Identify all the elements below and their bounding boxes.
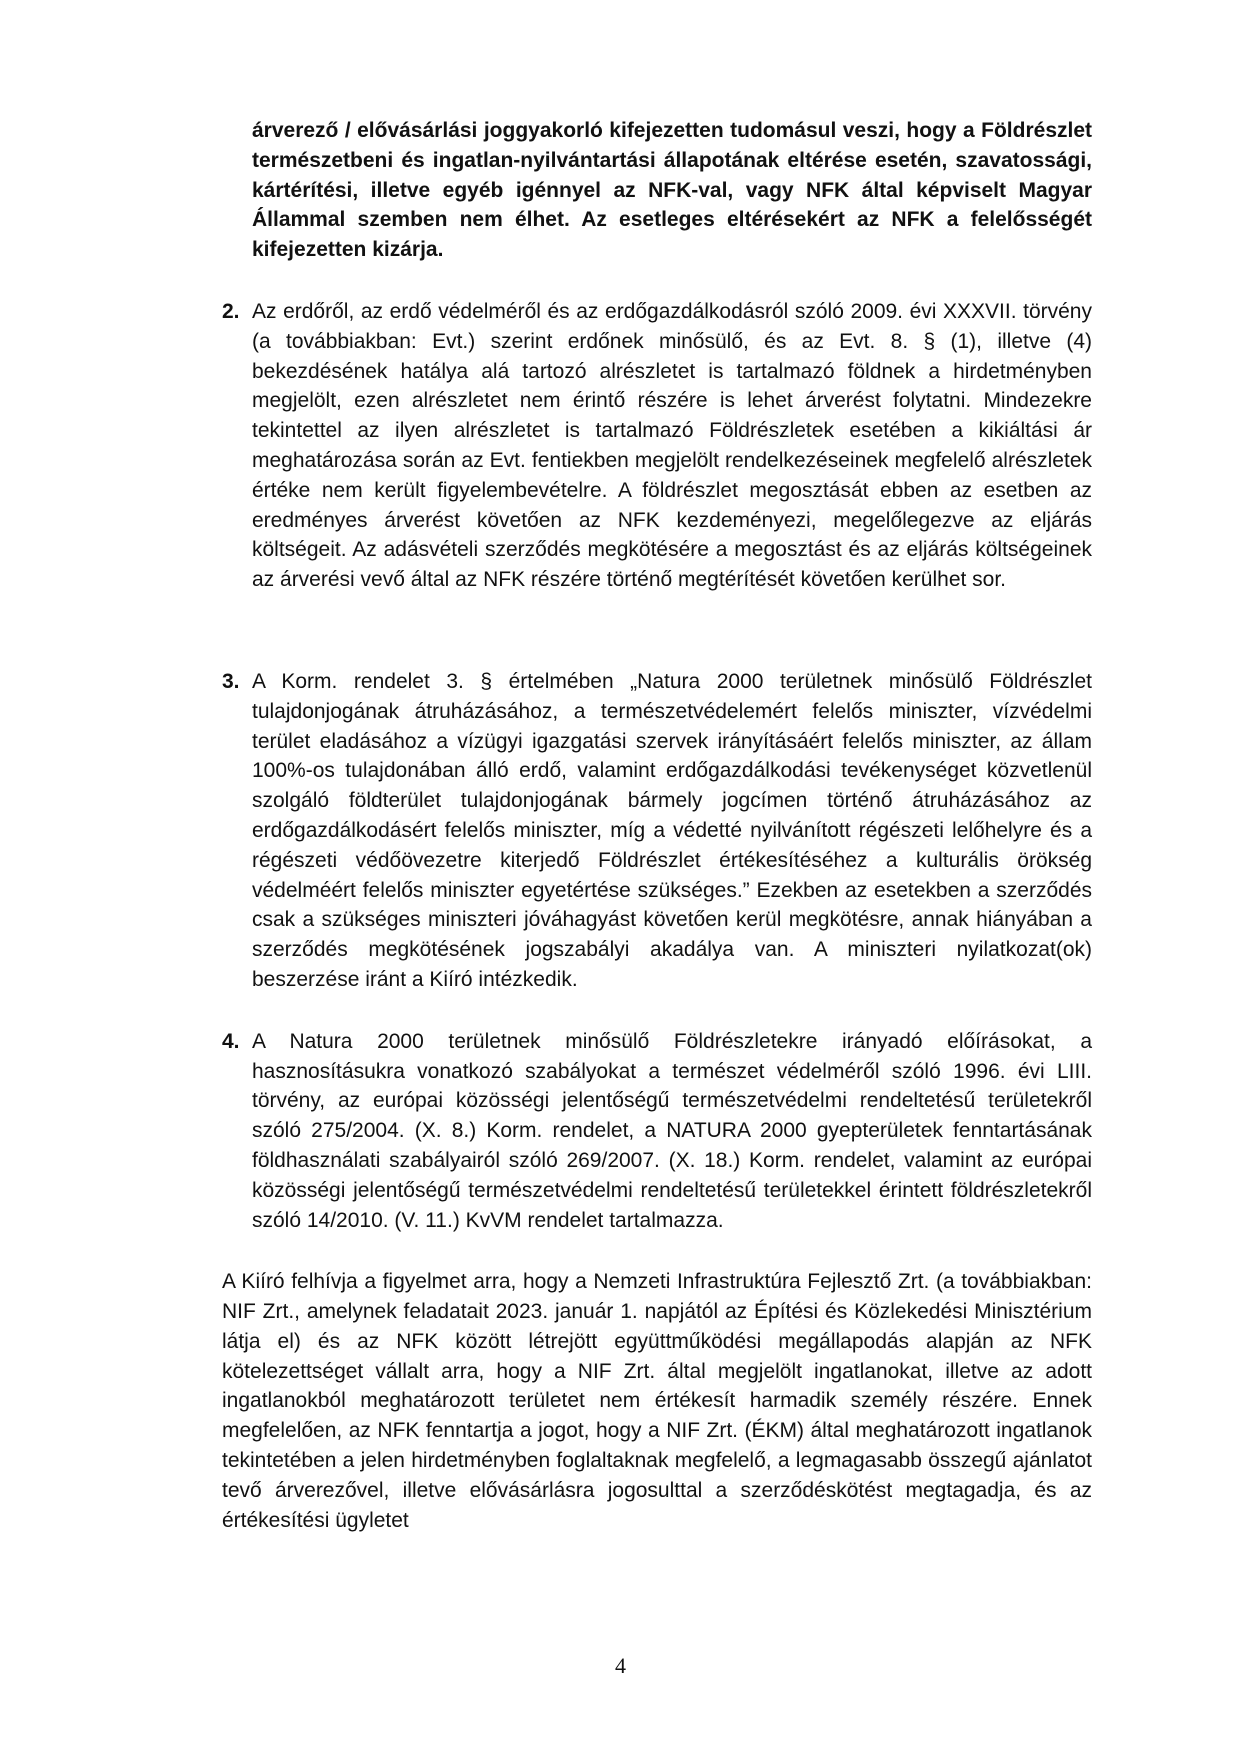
item-number: 3. (222, 669, 240, 693)
item-text: Az erdőről, az erdő védelméről és az erdőgazdálkodásról szóló 2009. évi XXXVII. törvény (a továbbiakban: Evt.) szerint erdőnek minősülő, és az Evt. 8. § (1), illetve (4) bekezdésének hatálya alá tartozó alrészletet is tartalmazó földnek a hirdetményben megjelölt, ezen alrészletet nem érintő részére is lehet árverést folytatni. Mindezekre tekintettel az ilyen alrészletet is tartalmazó Földrészletek esetében a kikiáltási ár meghatározása során az Evt. fentiekben megjelölt rendelkezéseinek megfelelő alrészletek értéke nem került figyelembevételre. A földrészlet megosztását ebben az esetben az eredményes árverést követően az NFK kezdeményezi, megelőlegezve az eljárás költségeit. Az adásvételi szerződés megkötésére a megosztást és az eljárás költségeinek az árverési vevő által az NFK részére történő megtérítését követően kerülhet sor. (252, 299, 1092, 592)
intro-bold-paragraph: árverező / elővásárlási joggyakorló kifejezetten tudomásul veszi, hogy a Földrészlet természetbeni és ingatlan-nyilvántartási állapotának eltérése esetén, szavatossági, kártérítési, illetve egyéb igénnyel az NFK-val, vagy NFK által képviselt Magyar Állammal szemben nem élhet. Az esetleges eltérésekért az NFK a felelősségét kifejezetten kizárja. (252, 119, 1092, 262)
page-number: 4 (615, 1653, 626, 1678)
item-number: 4. (222, 1029, 240, 1053)
item-text: A Natura 2000 területnek minősülő Földrészletekre irányadó előírásokat, a hasznosításukra vonatkozó szabályokat a természet védelméről szóló 1996. évi LIII. törvény, az európai közösségi jelentőségű természetvédelmi rendeltetésű területekről szóló 275/2004. (X. 8.) Korm. rendelet, a NATURA 2000 gyepterületek fenntartásának földhasználati szabályairól szóló 269/2007. (X. 18.) Korm. rendelet, valamint az európai közösségi jelentőségű természetvédelmi rendeltetésű területekkel érintett földrészletekről szóló 14/2010. (V. 11.) KvVM rendelet tartalmazza. (252, 1029, 1092, 1232)
numbered-item-3 (222, 667, 1092, 995)
item-number: 2. (222, 299, 240, 323)
item-text: A Korm. rendelet 3. § értelmében „Natura 2000 területnek minősülő Földrészlet tulajdonjogának átruházásához, a természetvédelemért felelős miniszter, vízvédelmi terület eladásához a vízügyi igazgatási szervek irányításáért felelős miniszter, az állam 100%-os tulajdonában álló erdő, valamint erdőgazdálkodási tevékenységet közvetlenül szolgáló földterület tulajdonjogának bármely jogcímen történő átruházásához az erdőgazdálkodásért felelős miniszter, míg a védetté nyilvánított régészeti lelőhelyre és a régészeti védőövezetre kiterjedő Földrészlet értékesítéséhez a kulturális örökség védelméért felelős miniszter egyetértése szükséges.” Ezekben az esetekben a szerződés csak a szükséges miniszteri jóváhagyást követően kerül megkötésre, annak hiányában a szerződés megkötésének jogszabályi akadálya van. A miniszteri nyilatkozat(ok) beszerzése iránt a Kiíró intézkedik. (252, 669, 1092, 991)
closing-paragraph: A Kiíró felhívja a figyelmet arra, hogy a Nemzeti Infrastruktúra Fejlesztő Zrt. (a továbbiakban: NIF Zrt., amelynek feladatait 2023. január 1. napjától az Építési és Közlekedési Minisztérium látja el) és az NFK között létrejött együttműködési megállapodás alapján az NFK kötelezettséget vállalt arra, hogy a NIF Zrt. által megjelölt ingatlanokat, illetve az adott ingatlanokból meghatározott területet nem értékesít harmadik személy részére. Ennek megfelelően, az NFK fenntartja a jogot, hogy a NIF Zrt. (ÉKM) által meghatározott ingatlanok tekintetében a jelen hirdetményben foglaltaknak megfelelő, a legmagasabb összegű ajánlatot tevő árverezővel, illetve elővásárlásra jogosulttal a szerződéskötést megtagadja, és az értékesítési ügyletet (222, 1270, 1092, 1532)
numbered-item-2 (222, 297, 1092, 595)
numbered-item-4 (222, 1027, 1092, 1236)
document-body (222, 116, 1092, 1535)
